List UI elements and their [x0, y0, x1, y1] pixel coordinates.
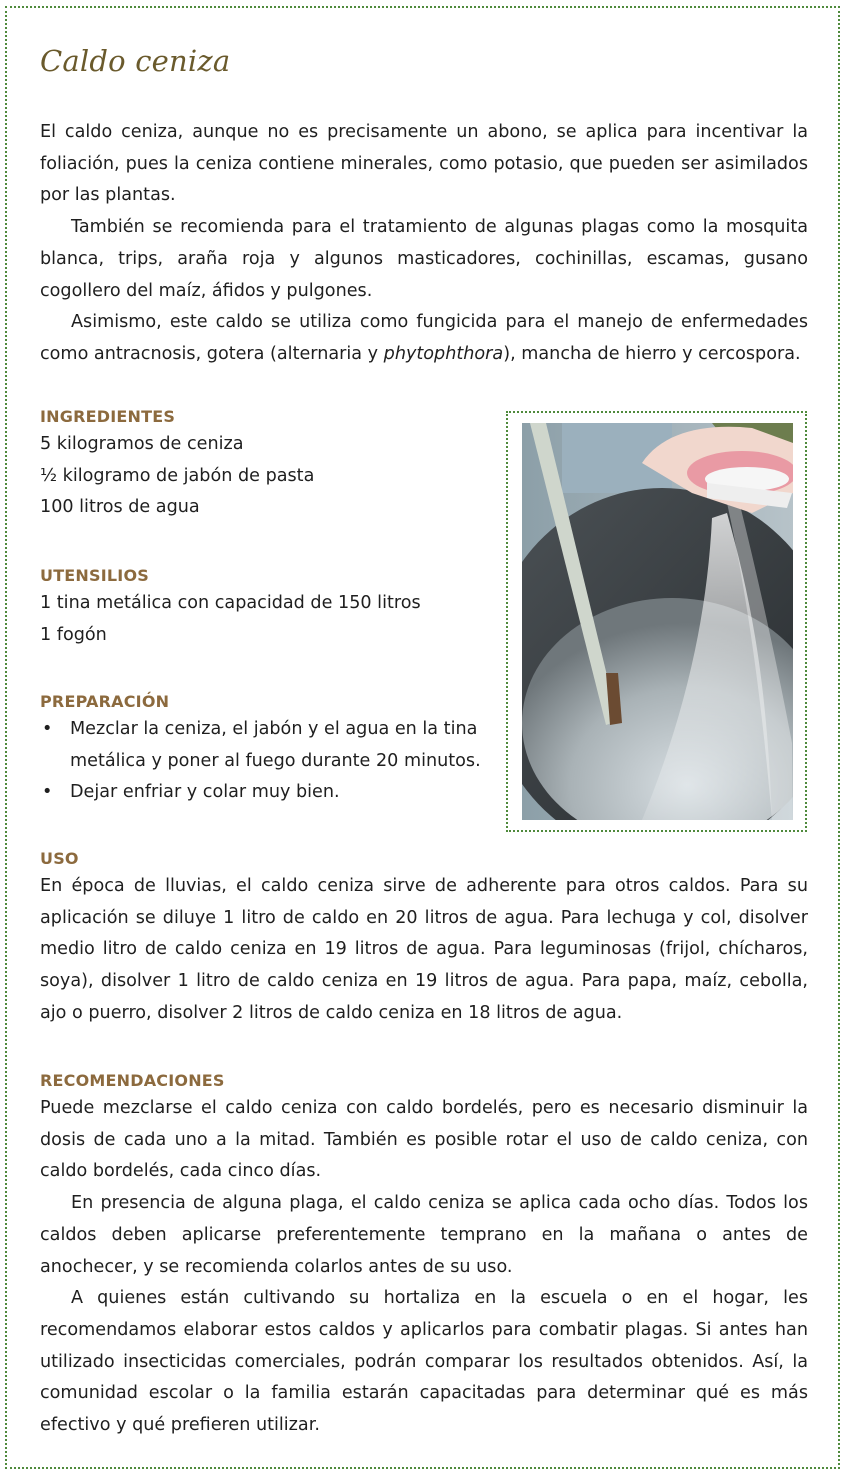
preparation-step-text: Dejar enfriar y colar muy bien.	[70, 782, 340, 803]
ingredients-heading: INGREDIENTES	[40, 407, 176, 426]
utensil-item: 1 fogón	[40, 624, 107, 645]
utensil-item: 1 tina metálica con capacidad de 150 litros	[40, 593, 421, 613]
utensils-section	[40, 564, 490, 651]
recommendations-heading: RECOMENDACIONES	[40, 1071, 225, 1090]
photo-frame	[506, 411, 807, 832]
bullet-icon: •	[42, 782, 53, 803]
preparation-list	[40, 714, 485, 809]
usage-heading: USO	[40, 849, 79, 868]
intro-paragraph-3	[40, 307, 808, 370]
bullet-icon: •	[42, 719, 53, 739]
intro-paragraph-3-end: ), mancha de hierro y cercospora.	[503, 343, 801, 364]
usage-paragraph: En época de lluvias, el caldo ceniza sirve de adherente para otros caldos. Para su aplicación se diluye 1 litro de caldo en 20 litros de agua. Para lechuga y col, disolver medio litro de caldo ceniza en 19 litros de agua. Para leguminosas (frijol, chícharos, soya), disolver 1 litro de caldo ceniza en 19 litros de agua. Para papa, maíz, cebolla, ajo o puerro, disolver 2 litros de caldo ceniza en 18 litros de agua.	[40, 876, 808, 1023]
ingredients-section	[40, 405, 490, 524]
intro-paragraph-1: El caldo ceniza, aunque no es precisamente un abono, se aplica para incentivar la foliación, pues la ceniza contiene minerales, como potasio, que pueden ser asimilados por las plantas.	[40, 122, 808, 206]
preparation-section	[40, 690, 485, 809]
recommendations-paragraph-2: En presencia de alguna plaga, el caldo ceniza se aplica cada ocho días. Todos los caldos deben aplicarse preferentemente temprano en la mañana o antes de anochecer, y se recomienda colarlos antes de su uso.	[40, 1193, 808, 1277]
preparation-step	[40, 777, 485, 809]
recommendations-paragraph-1: Puede mezclarse el caldo ceniza con caldo bordelés, pero es necesario disminuir la dosis de cada uno a la mitad. También es posible rotar el uso de caldo ceniza, con caldo bordelés, cada cinco días.	[40, 1098, 808, 1182]
intro-paragraph-3-italic: phytophthora	[383, 343, 504, 364]
ash-broth-photo	[522, 423, 793, 820]
preparation-step-text: Mezclar la ceniza, el jabón y el agua en la tina metálica y poner al fuego durante 20 minutos.	[70, 719, 481, 771]
intro-section	[40, 117, 808, 371]
intro-paragraph-3-start: Asimismo, este caldo se utiliza como fungicida para el manejo de enfermedades como antracnosis, gotera (alternaria y	[40, 312, 808, 364]
preparation-heading: PREPARACIÓN	[40, 692, 170, 711]
recommendations-section	[40, 1069, 808, 1442]
preparation-step	[40, 714, 485, 777]
utensils-heading: UTENSILIOS	[40, 566, 149, 585]
intro-paragraph-2: También se recomienda para el tratamiento de algunas plagas como la mosquita blanca, trips, araña roja y algunos masticadores, cochinillas, escamas, gusano cogollero del maíz, áfidos y pulgones.	[40, 217, 808, 301]
page-title: Caldo ceniza	[40, 44, 231, 78]
ingredient-item: 100 litros de agua	[40, 497, 200, 518]
recommendations-paragraph-3: A quienes están cultivando su hortaliza en la escuela o en el hogar, les recomendamos elaborar estos caldos y aplicarlos para combatir plagas. Si antes han utilizado insecticidas comerciales, podrán comparar los resultados obtenidos. Así, la comunidad escolar o la familia estarán capacitadas para determinar qué es más efectivo y qué prefieren utilizar.	[40, 1288, 808, 1436]
ingredient-item: 5 kilogramos de ceniza	[40, 434, 244, 454]
usage-section	[40, 847, 808, 1030]
ingredient-item: ½ kilogramo de jabón de pasta	[40, 465, 315, 486]
